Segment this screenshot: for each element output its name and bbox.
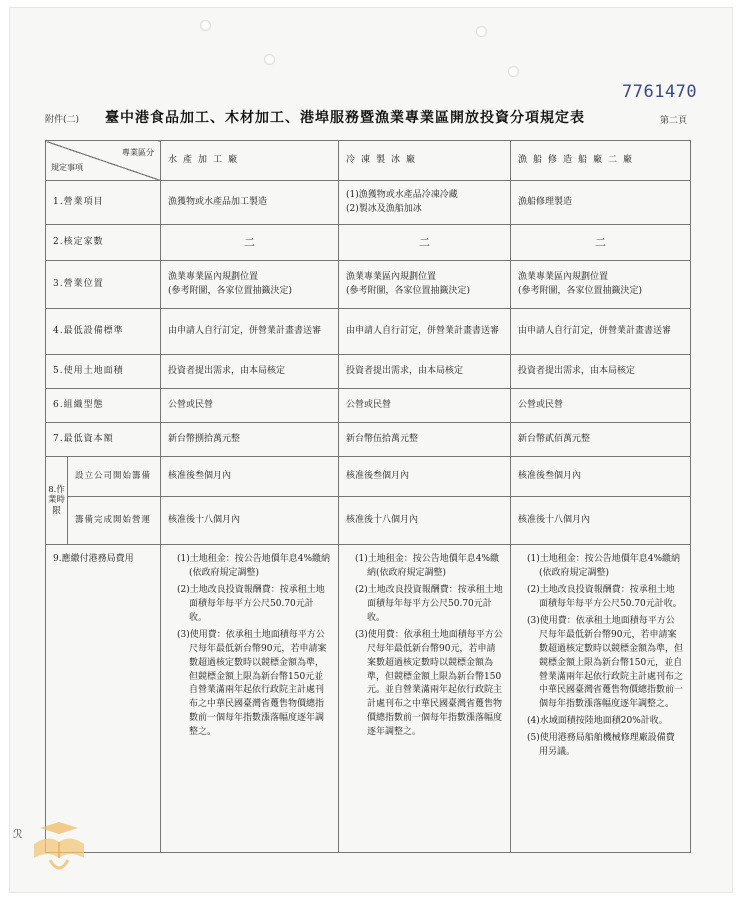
table-row [46,225,691,261]
table-cell: 公營或民營 [511,389,691,423]
table-cell: 投資者提出需求，由本局核定 [511,355,691,389]
table-row-fees [46,545,691,853]
fee-item: (2)土地改良投資報酬費：按承租土地面積每年每平方公尺50.70元計收。 [177,584,325,623]
page-title: 臺中港食品加工、木材加工、港埠服務暨漁業專業區開放投資分項規定表 [105,110,585,126]
table-cell: 漁船修理製造 [511,181,691,225]
table-row [46,261,691,309]
sub-row-label: 設立公司開始籌備 [68,457,161,497]
table-cell: 核准後十八個月內 [339,497,511,545]
table-row [46,355,691,389]
table-cell: 新台幣伍拾萬元整 [339,423,511,457]
table-cell: 核准後叁個月內 [161,457,339,497]
table-cell: 核准後叁個月內 [511,457,691,497]
fee-item: (1)土地租金：按公告地價年息4%繳納(依政府規定調整) [355,554,500,578]
sub-row-label: 籌備完成開始營運 [68,497,161,545]
table-row [46,497,691,545]
row-label: 7.最低資本額 [46,423,161,457]
punch-hole-icon [476,26,487,37]
table-cell: 新台幣捌拾萬元整 [161,423,339,457]
fee-item: (3)使用費：依承租土地面積每平方公尺每年最低新台幣90元，若申請案數超過核定數時以競標金額為準，但競標金額上限為新台幣150元。並自營業滿兩年起依行政院主計處刊布之中華民國臺灣省躉售物價總指數前一個每年指數漲落幅度逐年調整之。 [355,629,503,738]
punch-hole-icon [264,54,275,65]
row-label: 3.營業位置 [46,261,161,309]
fee-item: (4)水域面積按陸地面積20%計收。 [527,716,668,727]
corner-bottom-label: 規定事項 [51,162,83,172]
corner-top-label: 專業區分 [122,148,154,157]
fee-item: (1)土地租金：按公告地價年息4%繳納(依政府規定調整) [177,554,331,578]
corner-header-cell [46,141,161,181]
column-header: 漁船修造船廠二廠 [511,141,691,181]
row-label: 1.營業項目 [46,181,161,225]
annex-label: 附件(二) [45,115,80,125]
table-cell: 核准後十八個月內 [161,497,339,545]
table-cell: 漁業專業區內規劃位置 (參考附圖，各家位置抽籤決定) [161,261,339,309]
fee-item: (2)土地改良投資報酬費：按承租土地面積每年每平方公尺50.70元計收。 [527,584,682,609]
table-cell: 漁業專業區內規劃位置 (參考附圖，各家位置抽籤決定) [339,261,511,309]
page-number: 第二頁 [660,116,688,126]
row-label-schedule: 8.作業時限 [46,457,68,545]
table-cell: 由申請人自行訂定，併營業計畫書送審 [339,309,511,355]
column-header: 水產加工廠 [161,141,339,181]
pencil-mark: ℛ [13,827,23,841]
table-cell: 投資者提出需求，由本局核定 [161,355,339,389]
table-row [46,309,691,355]
table-row [46,389,691,423]
fee-item: (3)使用費：依承租土地面積每平方公尺每年最低新台幣90元，若申請案數超過核定數時以競標金額為準，但競標金額上限為新台幣150元，並自營業滿兩年起依行政院主計處刊布之中華民國臺灣省躉售物價總指數前一個每年指數漲落幅度逐年調整之。 [527,615,684,710]
row-label: 9.應繳付港務局費用 [46,545,161,853]
row-label: 4.最低設備標準 [46,309,161,355]
table-cell: 公營或民營 [161,389,339,423]
table-cell: (1)漁獲物或水產品冷凍冷藏 (2)製冰及漁船加冰 [339,181,511,225]
table-cell: 二 [161,225,339,261]
regulation-table [45,140,691,853]
scholar-book-logo-icon [28,820,90,878]
row-label: 6.組織型態 [46,389,161,423]
row-label: 5.使用土地面積 [46,355,161,389]
table-row [46,423,691,457]
table-cell: 二 [511,225,691,261]
punch-hole-icon [508,66,519,77]
fees-cell [339,545,511,853]
fees-cell [161,545,339,853]
fees-cell [511,545,691,853]
table-cell: 漁獲物或水產品加工製造 [161,181,339,225]
column-header: 冷凍製冰廠 [339,141,511,181]
table-cell: 新台幣貳佰萬元整 [511,423,691,457]
table-row [46,181,691,225]
table-cell: 二 [339,225,511,261]
table-row [46,457,691,497]
table-cell: 核准後叁個月內 [339,457,511,497]
table-cell: 漁業專業區內規劃位置 (參考附圖，各家位置抽籤決定) [511,261,691,309]
fee-item: (3)使用費：依承租土地面積每平方公尺每年最低新台幣90元，若申請案數超過核定數時以競標金額為準，但競標金額上限為新台幣150元並自營業滿兩年起依行政院主計處刊布之中華民國臺灣省躉售物價總指數前一個每年指數漲落幅度逐年調整之。 [177,629,327,738]
table-header-row [46,141,691,181]
punch-hole-icon [200,20,211,31]
table-cell: 由申請人自行訂定，併營業計畫書送審 [511,309,691,355]
fee-item: (1)土地租金：按公告地價年息4%繳納(依政府規定調整) [527,554,681,578]
table-cell: 由申請人自行訂定，併營業計畫書送審 [161,309,339,355]
row-label: 2.核定家數 [46,225,161,261]
fee-item: (2)土地改良投資報酬費：按承租土地面積每年每平方公尺50.70元計收。 [355,584,503,623]
table-cell: 投資者提出需求，由本局核定 [339,355,511,389]
fee-item: (5)使用港務局船舶機械修理廠設備費用另議。 [527,733,675,758]
table-cell: 公營或民營 [339,389,511,423]
serial-number: 7761470 [622,82,698,102]
table-cell: 核准後十八個月內 [511,497,691,545]
